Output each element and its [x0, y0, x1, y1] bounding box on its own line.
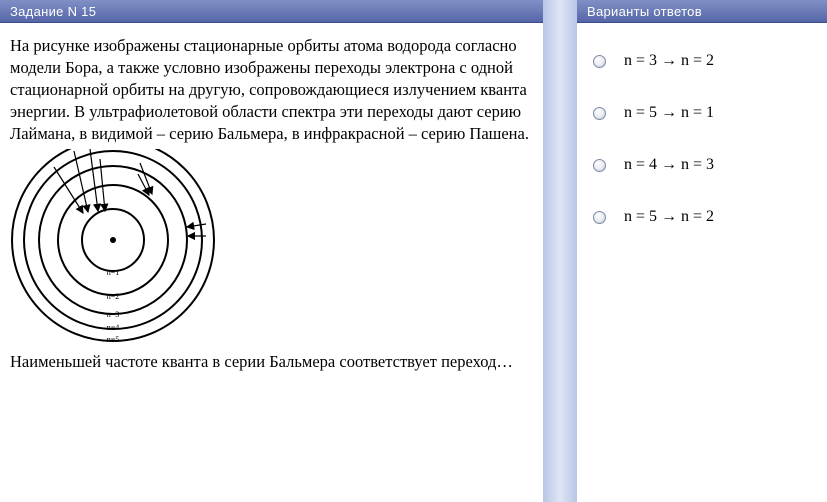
transition-arrows — [54, 149, 206, 236]
answer-options — [592, 50, 822, 258]
task-text: На рисунке изображены стационарные орбиты атома водорода согласно модели Бора, а также условно изображены переходы электрона с одной стационарной орбиты на другую, сопровождающиеся излучением кванта энергии. В ультрафиолетовой области спектра эти переходы дают серию Лаймана, в видимой – серию Бальмера, в инфракрасной – серию Пашена. — [10, 36, 529, 143]
radio-button-icon[interactable] — [593, 159, 606, 172]
answer-option-label: n = 3 → n = 2 — [624, 52, 715, 69]
radio-button-icon[interactable] — [593, 211, 606, 224]
answers-title: Варианты ответов — [587, 4, 702, 19]
nucleus — [110, 237, 116, 243]
question-text: Наименьшей частоте кванта в серии Бальмера соответствует переход… — [10, 352, 513, 371]
answer-option-label: n = 4 → n = 3 — [624, 156, 715, 173]
task-title: Задание N 15 — [10, 4, 97, 19]
label-n3: n=3 — [106, 310, 120, 319]
answer-option-1[interactable] — [592, 50, 822, 72]
answer-option-label: n = 5 → n = 2 — [624, 208, 715, 225]
label-n2: n=2 — [106, 292, 120, 301]
answer-option-2[interactable] — [592, 102, 822, 124]
label-n5: n=5 — [106, 335, 120, 344]
answer-option-label: n = 5 → n = 1 — [624, 104, 715, 121]
label-n1: n=1 — [106, 268, 120, 277]
label-n4: n=4 — [106, 323, 120, 332]
panel-divider — [543, 0, 577, 502]
bohr-orbits-figure — [10, 149, 215, 349]
answer-option-3[interactable] — [592, 154, 822, 176]
answers-header — [577, 0, 827, 23]
radio-button-icon[interactable] — [593, 107, 606, 120]
task-header — [0, 0, 543, 23]
radio-button-icon[interactable] — [593, 55, 606, 68]
task-body — [10, 35, 535, 373]
answer-option-4[interactable] — [592, 206, 822, 228]
